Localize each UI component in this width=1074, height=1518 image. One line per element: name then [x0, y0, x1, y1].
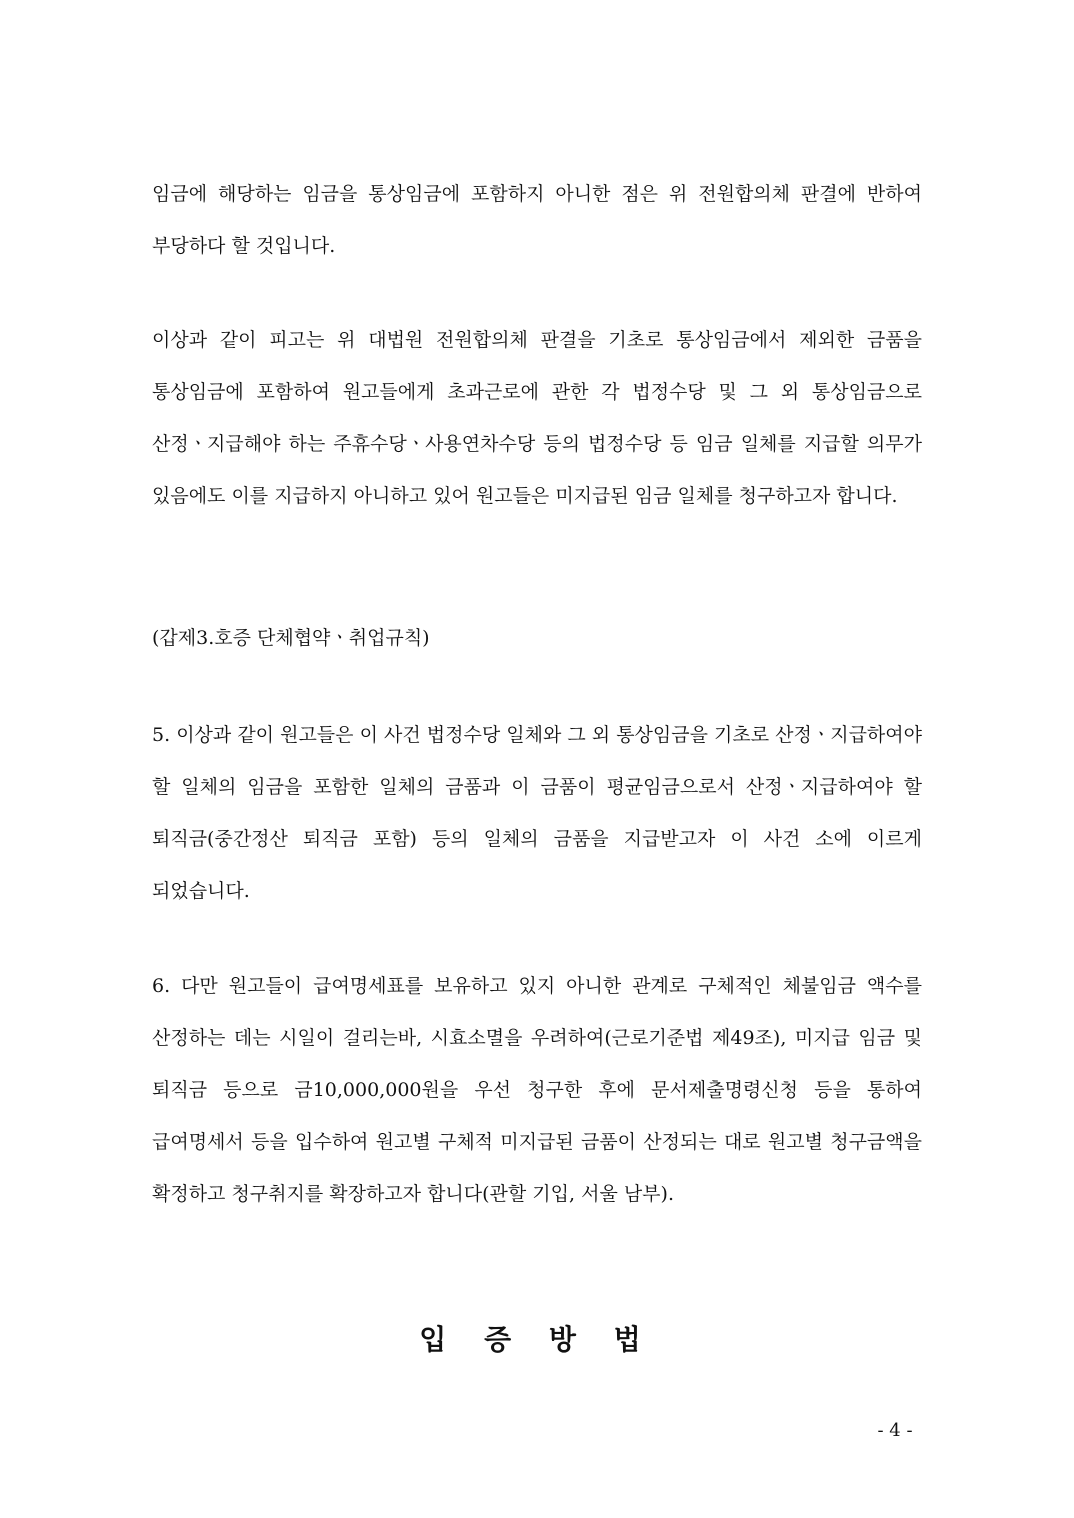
paragraph-defendant-obligation: 이상과 같이 피고는 위 대법원 전원합의체 판결을 기초로 통상임금에서 제외한 금품을 통상임금에 포함하여 원고들에게 초과근로에 관한 각 법정수당 및 그 외 통상임금으로 산정ㆍ지급해야 하는 주휴수당ㆍ사용연차수당 등의 법정수당 등 임금 일체를 지급할 의무가 있음에도 이를 지급하지 아니하고 있어 원고들은 미지급된 임금 일체를 청구하고자 합니다.	[152, 329, 922, 507]
paragraph-item-5: 5. 이상과 같이 원고들은 이 사건 법정수당 일체와 그 외 통상임금을 기초로 산정ㆍ지급하여야 할 일체의 임금을 포함한 일체의 금품과 이 금품이 평균임금으로서 산정ㆍ지급하여야 할 퇴직금(중간정산 퇴직금 포함) 등의 일체의 금품을 지급받고자 이 사건 소에 이르게 되었습니다.	[152, 724, 922, 902]
paragraph-ordinary-wage-conclusion: 임금에 해당하는 임금을 통상임금에 포함하지 아니한 점은 위 전원합의체 판결에 반하여 부당하다 할 것입니다.	[152, 183, 922, 257]
paragraph-evidence-reference: (갑제3.호증 단체협약ㆍ취업규칙)	[152, 627, 430, 649]
section-heading-evidence-methods: 입 증 방 법	[419, 1323, 655, 1356]
paragraph-item-6: 6. 다만 원고들이 급여명세표를 보유하고 있지 아니한 관계로 구체적인 체불임금 액수를 산정하는 데는 시일이 걸리는바, 시효소멸을 우려하여(근로기준법 제49조), 미지급 임금 및 퇴직금 등으로 금10,000,000원을 우선 청구한 후에 문서제출명령신청 등을 통하여 급여명세서 등을 입수하여 원고별 구체적 미지급된 금품이 산정되는 대로 원고별 청구금액을 확정하고 청구취지를 확장하고자 합니다(관할 기입, 서울 남부).	[152, 975, 922, 1205]
page-number: - 4 -	[877, 1420, 913, 1441]
